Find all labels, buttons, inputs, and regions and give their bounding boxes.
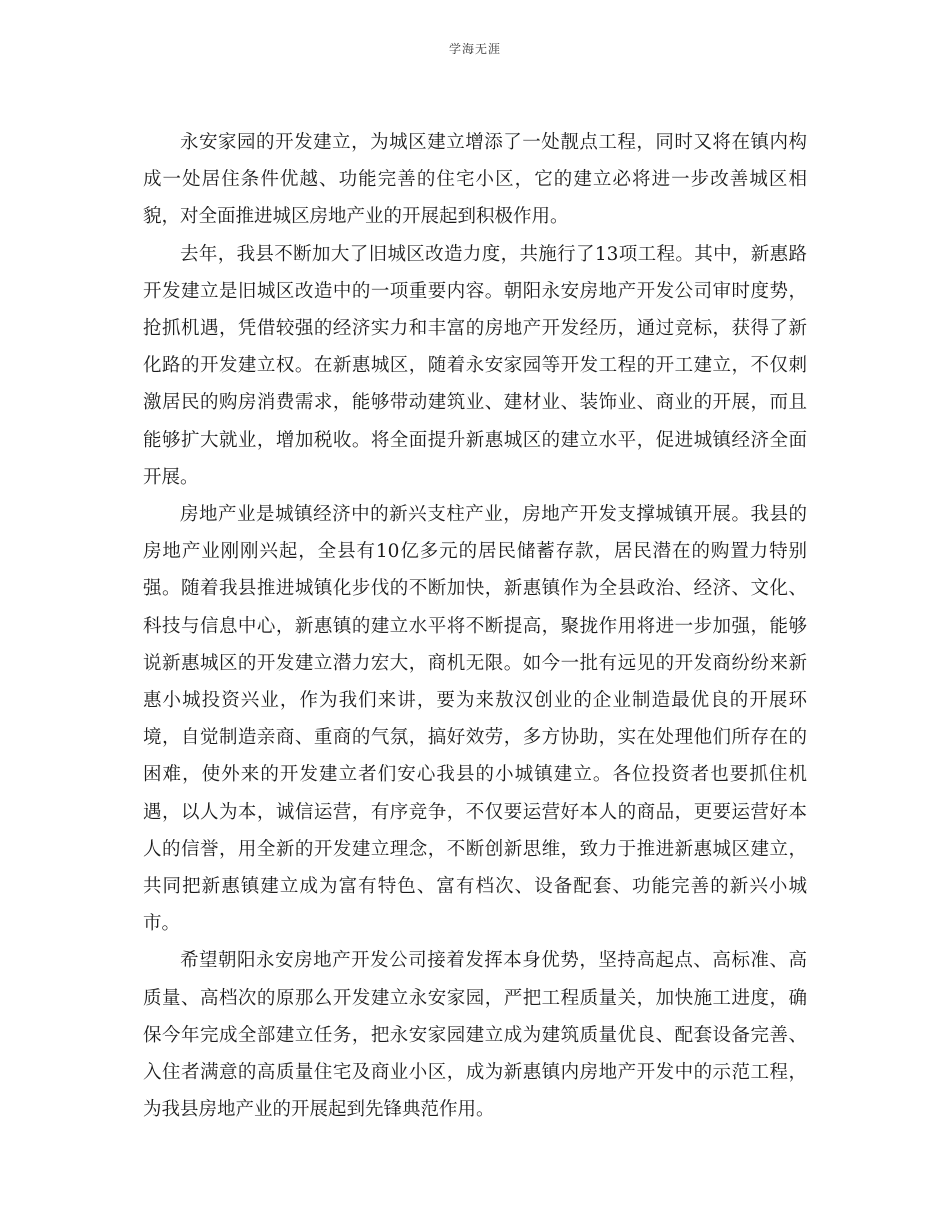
paragraph-4: 希望朝阳永安房地产开发公司接着发挥本身优势，坚持高起点、高标准、高质量、高档次的原那么开发建立永安家园，严把工程质量关，加快施工进度，确保今年完成全部建立任务，把永安家园建立成为建筑质量优良、配套设备完善、入住者满意的高质量住宅及商业小区，成为新惠镇内房地产开发中的示范工程，为我县房地产业的开展起到先锋典范作用。	[143, 950, 807, 1121]
paragraph-1: 永安家园的开发建立，为城区建立增添了一处靓点工程，同时又将在镇内构成一处居住条件优越、功能完善的住宅小区，它的建立必将进一步改善城区相貌，对全面推进城区房地产业的开展起到积极作用。	[143, 132, 807, 228]
paragraph-2: 去年，我县不断加大了旧城区改造力度，共施行了13项工程。其中，新惠路开发建立是旧城区改造中的一项重要内容。朝阳永安房地产开发公司审时度势，抢抓机遇，凭借较强的经济实力和丰富的房地产开发经历，通过竞标，获得了新化路的开发建立权。在新惠城区，随着永安家园等开发工程的开工建立，不仅刺激居民的购房消费需求，能够带动建筑业、建材业、装饰业、商业的开展，而且能够扩大就业，增加税收。将全面提升新惠城区的建立水平，促进城镇经济全面开展。	[143, 243, 807, 488]
document-body	[143, 124, 807, 1128]
page-header: 学海无涯	[448, 42, 501, 56]
paragraph-3: 房地产业是城镇经济中的新兴支柱产业，房地产开发支撑城镇开展。我县的房地产业刚刚兴起，全县有10亿多元的居民储蓄存款，居民潜在的购置力特别强。随着我县推进城镇化步伐的不断加快，新惠镇作为全县政治、经济、文化、科技与信息中心，新惠镇的建立水平将不断提高，聚拢作用将进一步加强，能够说新惠城区的开发建立潜力宏大，商机无限。如今一批有远见的开发商纷纷来新惠小城投资兴业，作为我们来讲，要为来敖汉创业的企业制造最优良的开展环境，自觉制造亲商、重商的气氛，搞好效劳，多方协助，实在处理他们所存在的困难，使外来的开发建立者们安心我县的小城镇建立。各位投资者也要抓住机遇，以人为本，诚信运营，有序竞争，不仅要运营好本人的商品，更要运营好本人的信誉，用全新的开发建立理念，不断创新思维，致力于推进新惠城区建立，共同把新惠镇建立成为富有特色、富有档次、设备配套、功能完善的新兴小城市。	[143, 504, 807, 935]
